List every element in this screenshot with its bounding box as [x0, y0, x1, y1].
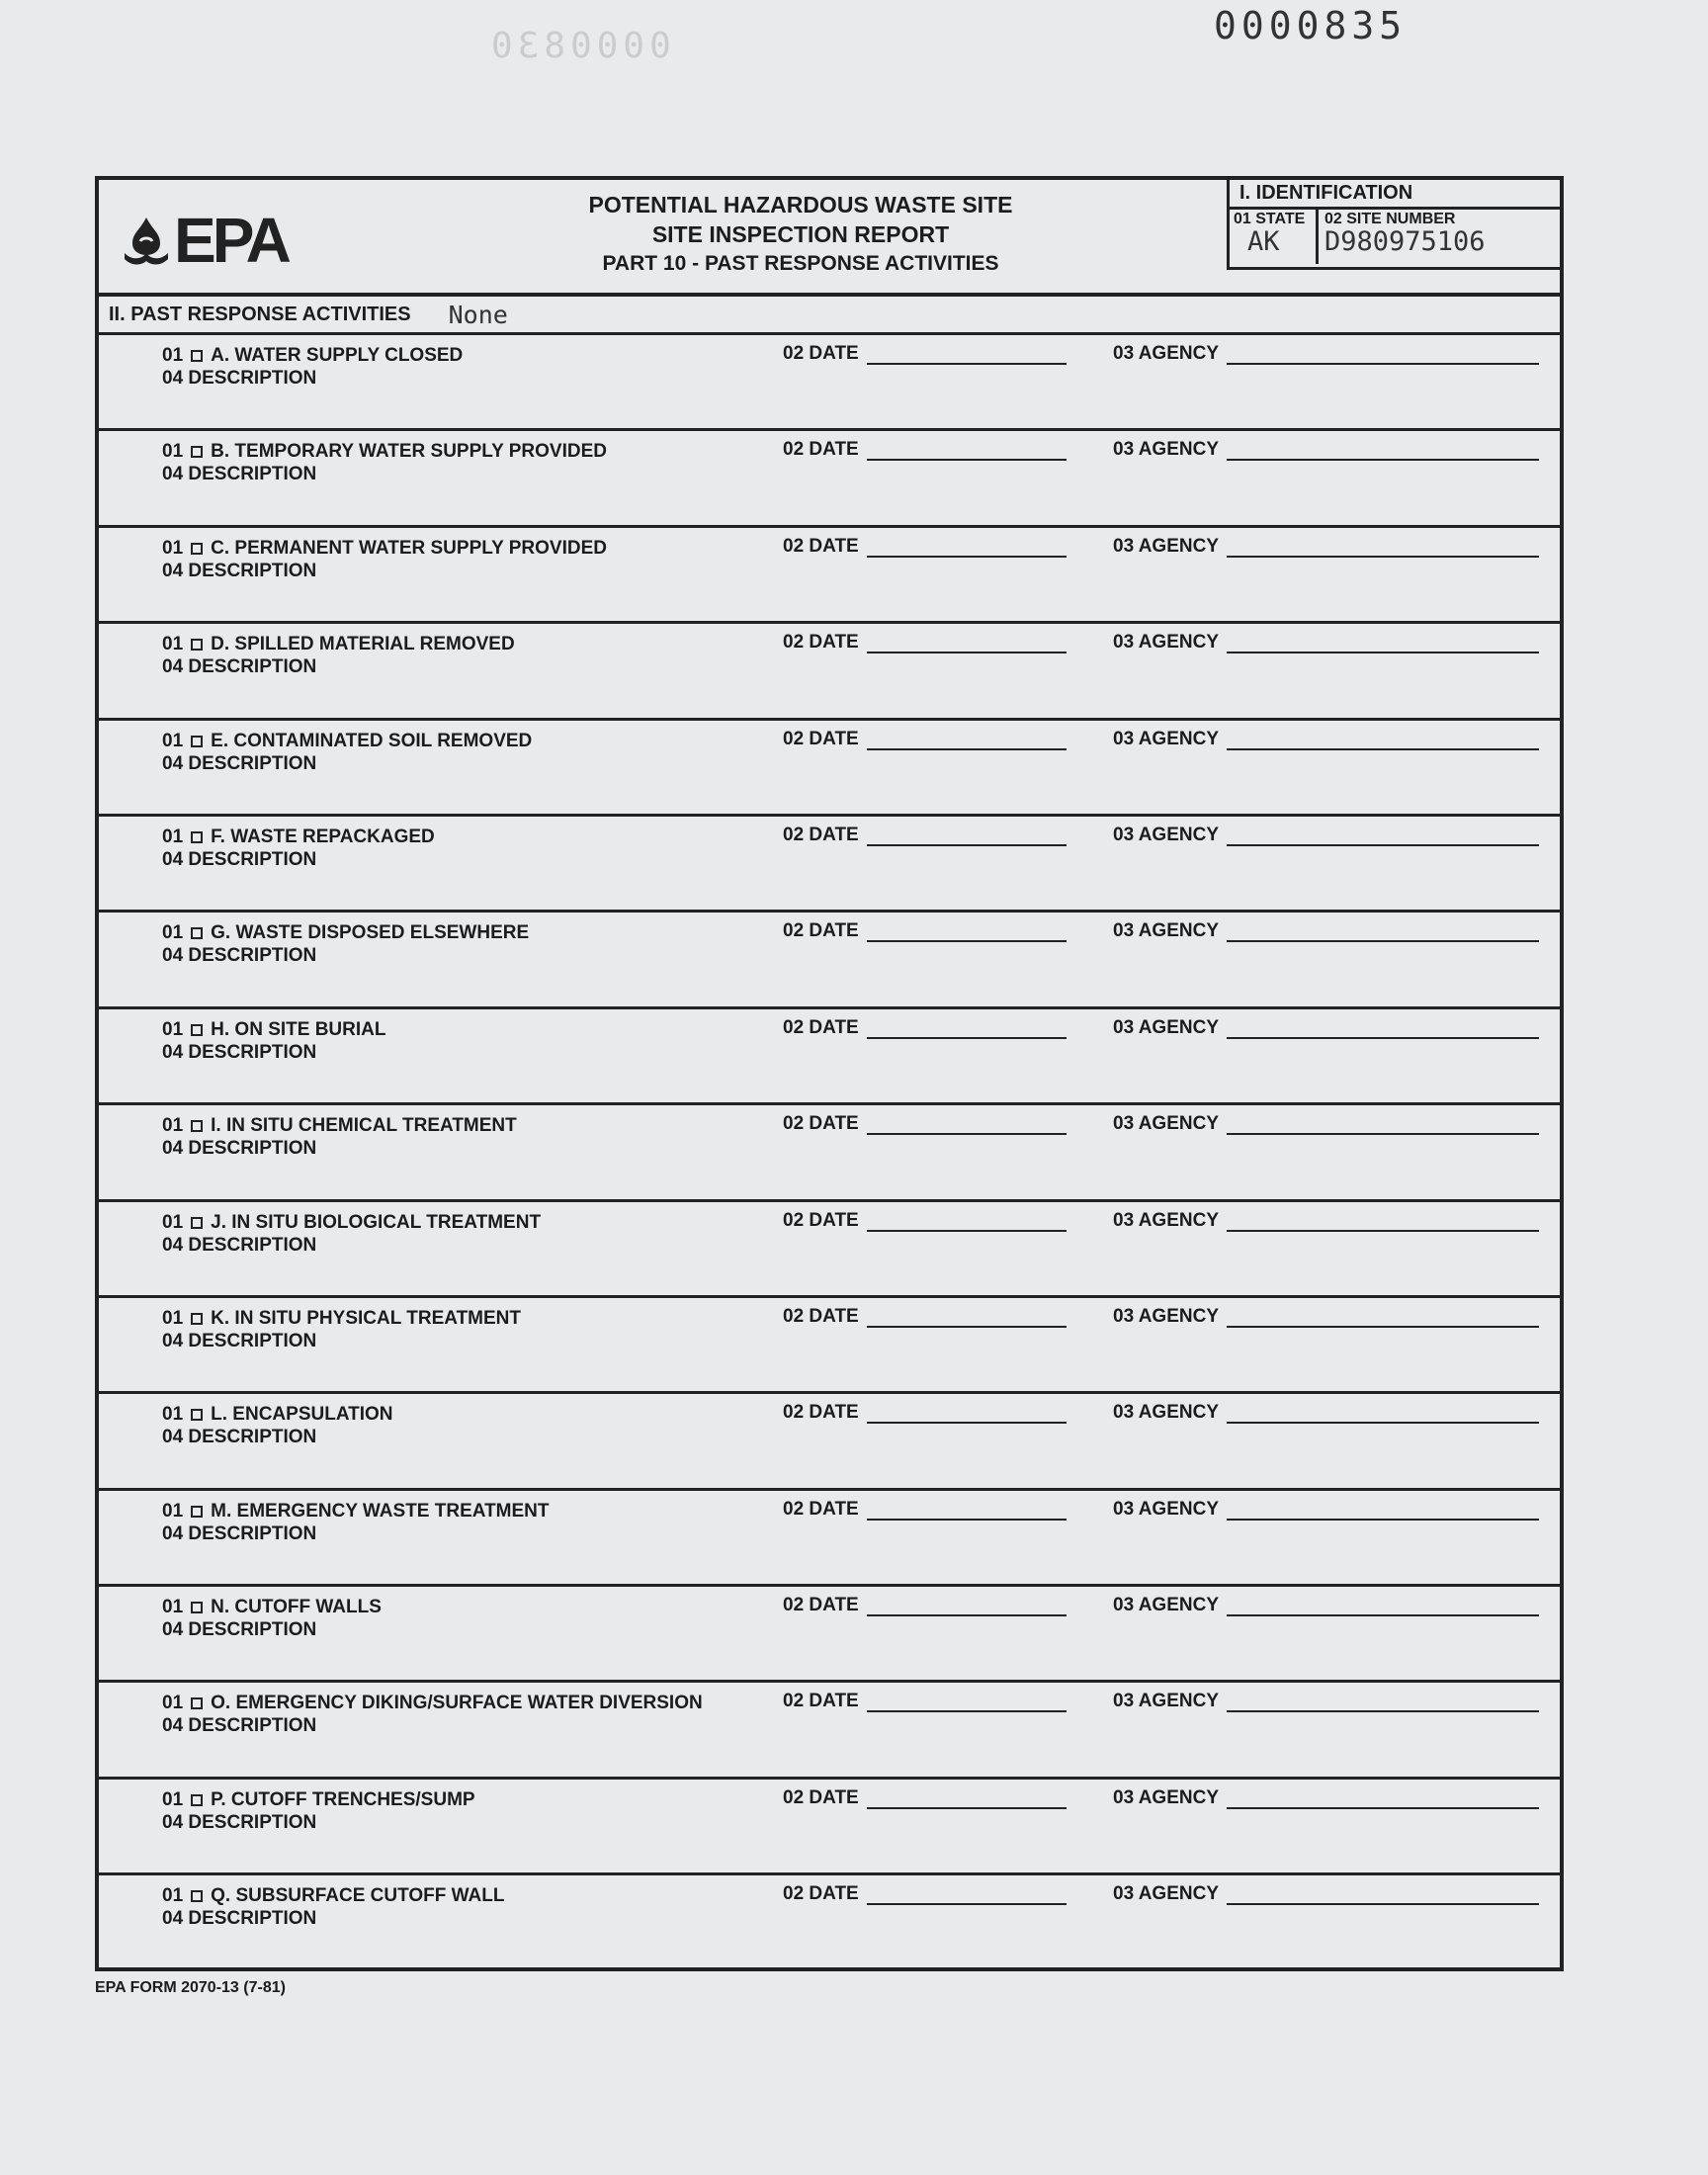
date-field	[783, 1210, 1067, 1232]
activity-checkbox[interactable]	[191, 1794, 203, 1806]
activity-label: Q. SUBSURFACE CUTOFF WALL	[211, 1885, 505, 1907]
agency-field	[1113, 920, 1539, 942]
date-field	[783, 1787, 1067, 1809]
activity-row	[99, 721, 1560, 817]
agency-field	[1113, 1883, 1539, 1905]
agency-label: 03 AGENCY	[1113, 1016, 1219, 1038]
activity-row	[99, 624, 1560, 720]
description-label: 04 DESCRIPTION	[162, 1427, 317, 1448]
activity-item	[162, 634, 515, 655]
agency-field	[1113, 343, 1539, 365]
agency-field	[1113, 1595, 1539, 1616]
activity-label: O. EMERGENCY DIKING/SURFACE WATER DIVERSION	[211, 1693, 703, 1714]
state-value[interactable]: AK	[1247, 226, 1280, 257]
agency-label: 03 AGENCY	[1113, 1595, 1219, 1616]
activity-row	[99, 1009, 1560, 1105]
agency-field	[1113, 1402, 1539, 1424]
agency-input-line[interactable]	[1227, 1406, 1539, 1424]
activity-row	[99, 817, 1560, 913]
description-label: 04 DESCRIPTION	[162, 1619, 317, 1641]
activity-checkbox[interactable]	[191, 736, 203, 747]
activity-label: J. IN SITU BIOLOGICAL TREATMENT	[211, 1211, 542, 1233]
description-label: 04 DESCRIPTION	[162, 1138, 317, 1160]
activity-item	[162, 538, 607, 560]
date-label: 02 DATE	[783, 1595, 859, 1616]
activity-item	[162, 1115, 517, 1137]
description-label: 04 DESCRIPTION	[162, 1234, 317, 1256]
date-input-line[interactable]	[867, 1214, 1067, 1232]
activity-item	[162, 1212, 541, 1234]
date-input-line[interactable]	[867, 540, 1067, 558]
activity-label: P. CUTOFF TRENCHES/SUMP	[211, 1788, 475, 1810]
activity-item	[162, 1597, 382, 1618]
date-input-line[interactable]	[867, 828, 1067, 846]
past-response-value[interactable]: None	[448, 300, 508, 329]
date-input-line[interactable]	[867, 347, 1067, 365]
activity-label: B. TEMPORARY WATER SUPPLY PROVIDED	[211, 441, 607, 463]
date-field	[783, 1017, 1067, 1039]
date-input-line[interactable]	[867, 1503, 1067, 1521]
date-field	[783, 536, 1067, 558]
agency-input-line[interactable]	[1227, 828, 1539, 846]
activity-row	[99, 528, 1560, 624]
agency-field	[1113, 1691, 1539, 1712]
date-label: 02 DATE	[783, 1691, 859, 1712]
site-number-value[interactable]: D980975106	[1324, 226, 1486, 257]
activity-checkbox[interactable]	[191, 1120, 203, 1132]
item-number: 01	[162, 1500, 184, 1522]
description-label: 04 DESCRIPTION	[162, 560, 317, 581]
date-field	[783, 439, 1067, 461]
agency-input-line[interactable]	[1227, 1503, 1539, 1521]
date-input-line[interactable]	[867, 1791, 1067, 1809]
agency-input-line[interactable]	[1227, 540, 1539, 558]
date-field	[783, 729, 1067, 750]
past-response-section-header	[99, 297, 1560, 335]
epa-emblem-icon	[123, 216, 170, 271]
item-number: 01	[162, 922, 184, 944]
date-input-line[interactable]	[867, 1406, 1067, 1424]
agency-label: 03 AGENCY	[1113, 1209, 1219, 1231]
activity-checkbox[interactable]	[191, 1217, 203, 1229]
item-number: 01	[162, 1788, 184, 1810]
agency-label: 03 AGENCY	[1113, 1498, 1219, 1520]
date-input-line[interactable]	[867, 636, 1067, 653]
agency-input-line[interactable]	[1227, 443, 1539, 461]
agency-field	[1113, 1306, 1539, 1328]
item-number: 01	[162, 1597, 184, 1618]
agency-field	[1113, 1499, 1539, 1521]
activity-item	[162, 345, 463, 367]
date-field	[783, 1113, 1067, 1135]
agency-label: 03 AGENCY	[1113, 728, 1219, 749]
item-number: 01	[162, 345, 184, 366]
activity-checkbox[interactable]	[191, 1313, 203, 1325]
date-label: 02 DATE	[783, 728, 859, 749]
date-label: 02 DATE	[783, 439, 859, 461]
activity-row	[99, 1491, 1560, 1587]
agency-label: 03 AGENCY	[1113, 535, 1219, 557]
activity-item	[162, 1789, 475, 1811]
date-label: 02 DATE	[783, 1786, 859, 1808]
activity-item	[162, 1885, 504, 1907]
site-number-cell	[1319, 210, 1560, 264]
date-label: 02 DATE	[783, 535, 859, 557]
activity-list	[99, 335, 1560, 1972]
date-field	[783, 1306, 1067, 1328]
agency-label: 03 AGENCY	[1113, 1786, 1219, 1808]
activity-item	[162, 1693, 703, 1714]
document-number-stamp: 0000835	[1214, 4, 1408, 47]
description-label: 04 DESCRIPTION	[162, 752, 317, 774]
activity-checkbox[interactable]	[191, 1024, 203, 1036]
date-field	[783, 632, 1067, 653]
date-input-line[interactable]	[867, 1887, 1067, 1905]
agency-field	[1113, 536, 1539, 558]
item-number: 01	[162, 826, 184, 847]
agency-input-line[interactable]	[1227, 636, 1539, 653]
agency-field	[1113, 825, 1539, 846]
description-label: 04 DESCRIPTION	[162, 1330, 317, 1351]
activity-checkbox[interactable]	[191, 927, 203, 939]
form-title: POTENTIAL HAZARDOUS WASTE SITE	[588, 192, 1013, 218]
item-number: 01	[162, 1404, 184, 1426]
date-field	[783, 1402, 1067, 1424]
activity-checkbox[interactable]	[191, 543, 203, 555]
activity-row	[99, 1394, 1560, 1490]
agency-input-line[interactable]	[1227, 733, 1539, 750]
agency-label: 03 AGENCY	[1113, 1883, 1219, 1905]
date-input-line[interactable]	[867, 1310, 1067, 1328]
agency-input-line[interactable]	[1227, 1599, 1539, 1616]
agency-field	[1113, 1210, 1539, 1232]
item-number: 01	[162, 1307, 184, 1329]
date-label: 02 DATE	[783, 1305, 859, 1327]
activity-row	[99, 1298, 1560, 1394]
date-label: 02 DATE	[783, 1883, 859, 1905]
activity-label: K. IN SITU PHYSICAL TREATMENT	[211, 1307, 522, 1329]
state-cell	[1230, 210, 1319, 264]
activity-checkbox[interactable]	[191, 1409, 203, 1421]
activity-row	[99, 1105, 1560, 1201]
activity-label: M. EMERGENCY WASTE TREATMENT	[211, 1500, 550, 1522]
agency-field	[1113, 1017, 1539, 1039]
activity-item	[162, 1501, 550, 1522]
activity-checkbox[interactable]	[191, 1697, 203, 1709]
activity-checkbox[interactable]	[191, 1890, 203, 1902]
activity-label: L. ENCAPSULATION	[211, 1404, 393, 1426]
activity-row	[99, 1780, 1560, 1875]
date-label: 02 DATE	[783, 632, 859, 653]
activity-label: C. PERMANENT WATER SUPPLY PROVIDED	[211, 537, 607, 559]
form-part-title: PART 10 - PAST RESPONSE ACTIVITIES	[602, 252, 999, 275]
agency-field	[1113, 1113, 1539, 1135]
activity-row	[99, 1202, 1560, 1298]
activity-label: N. CUTOFF WALLS	[211, 1597, 382, 1618]
agency-field	[1113, 632, 1539, 653]
item-number: 01	[162, 441, 184, 463]
activity-item	[162, 1019, 385, 1041]
agency-field	[1113, 729, 1539, 750]
agency-label: 03 AGENCY	[1113, 824, 1219, 845]
item-number: 01	[162, 634, 184, 655]
agency-field	[1113, 439, 1539, 461]
date-field	[783, 825, 1067, 846]
description-label: 04 DESCRIPTION	[162, 848, 317, 870]
date-field	[783, 1499, 1067, 1521]
agency-field	[1113, 1787, 1539, 1809]
form-subtitle: SITE INSPECTION REPORT	[651, 221, 950, 247]
date-label: 02 DATE	[783, 824, 859, 845]
agency-input-line[interactable]	[1227, 1695, 1539, 1712]
agency-input-line[interactable]	[1227, 1117, 1539, 1135]
description-label: 04 DESCRIPTION	[162, 1041, 317, 1063]
description-label: 04 DESCRIPTION	[162, 368, 317, 389]
date-field	[783, 1883, 1067, 1905]
activity-label: E. CONTAMINATED SOIL REMOVED	[211, 730, 533, 751]
state-label: 01 STATE	[1234, 211, 1306, 227]
activity-item	[162, 731, 532, 752]
identification-title: I. IDENTIFICATION	[1230, 180, 1560, 210]
date-field	[783, 1595, 1067, 1616]
description-label: 04 DESCRIPTION	[162, 656, 317, 678]
document-number-bleedthrough: 0000830	[486, 26, 671, 66]
agency-label: 03 AGENCY	[1113, 1691, 1219, 1712]
item-number: 01	[162, 730, 184, 751]
item-number: 01	[162, 537, 184, 559]
form-number-footer: EPA FORM 2070-13 (7-81)	[95, 1979, 286, 1996]
date-input-line[interactable]	[867, 924, 1067, 942]
activity-row	[99, 335, 1560, 431]
agency-label: 03 AGENCY	[1113, 632, 1219, 653]
activity-row	[99, 1587, 1560, 1683]
activity-row	[99, 1683, 1560, 1779]
activity-row	[99, 913, 1560, 1008]
date-input-line[interactable]	[867, 1599, 1067, 1616]
activity-checkbox[interactable]	[191, 639, 203, 651]
item-number: 01	[162, 1115, 184, 1137]
date-label: 02 DATE	[783, 343, 859, 364]
agency-label: 03 AGENCY	[1113, 343, 1219, 364]
agency-label: 03 AGENCY	[1113, 1113, 1219, 1135]
item-number: 01	[162, 1018, 184, 1040]
date-input-line[interactable]	[867, 1117, 1067, 1135]
date-input-line[interactable]	[867, 443, 1067, 461]
epa-logo	[123, 205, 300, 276]
epa-logo-text: EPA	[174, 205, 288, 276]
agency-input-line[interactable]	[1227, 1214, 1539, 1232]
description-label: 04 DESCRIPTION	[162, 1811, 317, 1833]
date-label: 02 DATE	[783, 1498, 859, 1520]
activity-label: G. WASTE DISPOSED ELSEWHERE	[211, 922, 530, 944]
date-input-line[interactable]	[867, 1021, 1067, 1039]
identification-box	[1227, 180, 1560, 270]
activity-checkbox[interactable]	[191, 831, 203, 843]
past-response-label: II. PAST RESPONSE ACTIVITIES	[109, 303, 411, 325]
date-label: 02 DATE	[783, 1209, 859, 1231]
description-label: 04 DESCRIPTION	[162, 1522, 317, 1544]
activity-item	[162, 826, 435, 848]
agency-input-line[interactable]	[1227, 1310, 1539, 1328]
item-number: 01	[162, 1211, 184, 1233]
date-field	[783, 920, 1067, 942]
form-title-block	[534, 190, 1068, 279]
inspection-form	[95, 176, 1564, 1971]
description-label: 04 DESCRIPTION	[162, 1908, 317, 1930]
activity-item	[162, 441, 607, 463]
activity-label: F. WASTE REPACKAGED	[211, 826, 435, 847]
agency-input-line[interactable]	[1227, 1791, 1539, 1809]
agency-input-line[interactable]	[1227, 1887, 1539, 1905]
activity-item	[162, 922, 529, 944]
date-label: 02 DATE	[783, 920, 859, 942]
agency-label: 03 AGENCY	[1113, 1305, 1219, 1327]
activity-checkbox[interactable]	[191, 1506, 203, 1518]
date-field	[783, 1691, 1067, 1712]
activity-checkbox[interactable]	[191, 1602, 203, 1613]
date-field	[783, 343, 1067, 365]
activity-row	[99, 1875, 1560, 1971]
activity-item	[162, 1308, 521, 1330]
activity-checkbox[interactable]	[191, 446, 203, 458]
activity-row	[99, 431, 1560, 527]
agency-input-line[interactable]	[1227, 1021, 1539, 1039]
agency-input-line[interactable]	[1227, 347, 1539, 365]
date-label: 02 DATE	[783, 1402, 859, 1424]
item-number: 01	[162, 1693, 184, 1714]
date-input-line[interactable]	[867, 733, 1067, 750]
description-label: 04 DESCRIPTION	[162, 945, 317, 967]
activity-label: I. IN SITU CHEMICAL TREATMENT	[211, 1115, 517, 1137]
date-label: 02 DATE	[783, 1113, 859, 1135]
activity-item	[162, 1404, 393, 1426]
date-input-line[interactable]	[867, 1695, 1067, 1712]
form-header	[99, 180, 1560, 297]
activity-label: H. ON SITE BURIAL	[211, 1018, 386, 1040]
activity-label: A. WATER SUPPLY CLOSED	[211, 345, 464, 366]
activity-checkbox[interactable]	[191, 350, 203, 362]
description-label: 04 DESCRIPTION	[162, 464, 317, 485]
description-label: 04 DESCRIPTION	[162, 1715, 317, 1737]
site-number-label: 02 SITE NUMBER	[1324, 211, 1456, 227]
agency-label: 03 AGENCY	[1113, 920, 1219, 942]
agency-label: 03 AGENCY	[1113, 439, 1219, 461]
agency-input-line[interactable]	[1227, 924, 1539, 942]
date-label: 02 DATE	[783, 1016, 859, 1038]
activity-label: D. SPILLED MATERIAL REMOVED	[211, 634, 515, 655]
agency-label: 03 AGENCY	[1113, 1402, 1219, 1424]
item-number: 01	[162, 1885, 184, 1907]
